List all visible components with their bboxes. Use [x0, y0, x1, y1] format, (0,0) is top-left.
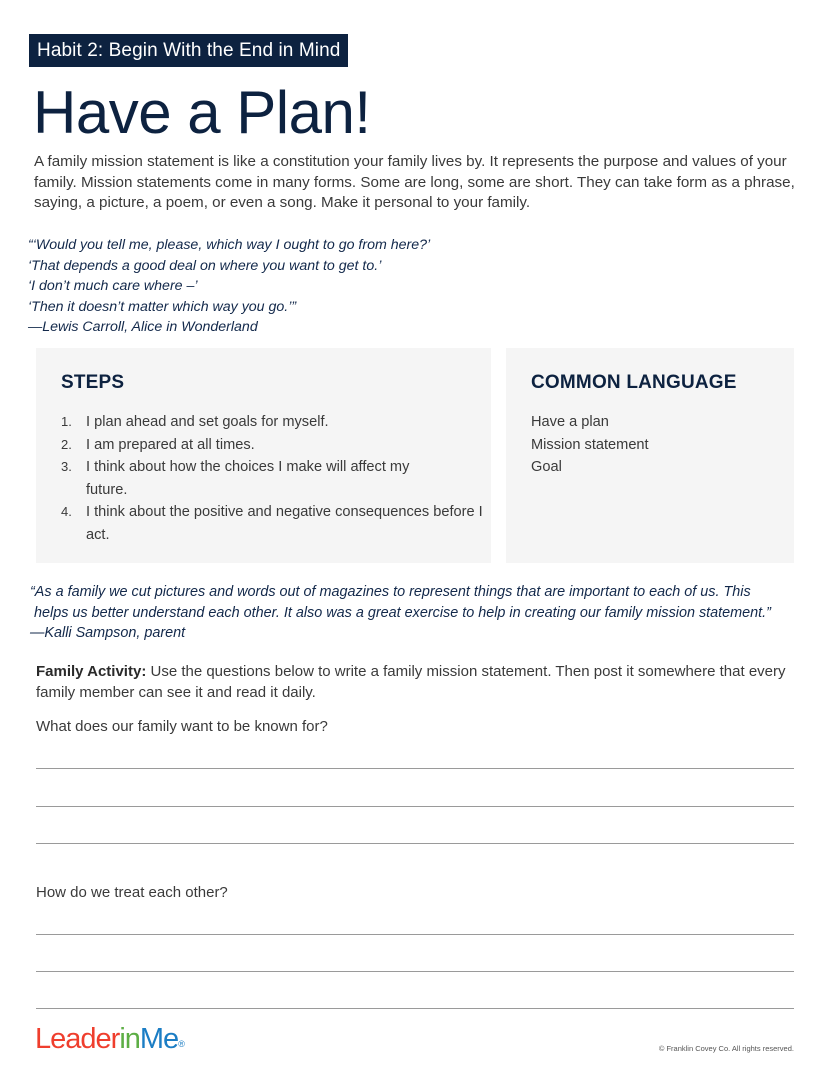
activity-text: Use the questions below to write a family mission statement. Then post it somewhere that every family member can see it and read it daily.	[36, 663, 786, 701]
answer-line[interactable]	[36, 934, 794, 935]
question-known-for: What does our family want to be known for?	[36, 718, 328, 735]
step-item	[61, 501, 486, 546]
activity-label: Family Activity:	[36, 663, 147, 680]
question-treat-each-other: How do we treat each other?	[36, 884, 228, 901]
answer-line[interactable]	[36, 971, 794, 972]
step-item	[61, 411, 486, 434]
page-title: Have a Plan!	[33, 79, 371, 146]
family-activity	[36, 662, 801, 703]
answer-line[interactable]	[36, 768, 794, 769]
step-item	[61, 434, 486, 457]
steps-heading: STEPS	[61, 372, 125, 393]
habit-banner: Habit 2: Begin With the End in Mind	[29, 34, 348, 67]
step-text: I plan ahead and set goals for myself.	[86, 414, 329, 430]
leader-in-me-logo	[35, 1022, 185, 1061]
common-language-panel	[506, 348, 794, 563]
quote-line: ‘Then it doesn’t matter which way you go.’”	[28, 298, 297, 315]
quote-attribution: —Lewis Carroll, Alice in Wonderland	[28, 319, 258, 335]
answer-line[interactable]	[36, 806, 794, 807]
logo-leader: Leader	[35, 1023, 120, 1055]
quote-line: ‘That depends a good deal on where you want to get to.’	[28, 257, 382, 274]
step-number: 3.	[61, 459, 72, 474]
parent-testimonial	[30, 582, 800, 644]
intro-paragraph: A family mission statement is like a constitution your family lives by. It represents the purpose and values of your family. Mission statements come in many forms. Some are long, some are short. They can take form as a phrase, saying, a picture, a poem, or even a song. Make it personal to your family.	[34, 153, 795, 211]
logo-in: in	[119, 1023, 140, 1055]
term-item: Mission statement	[531, 436, 649, 453]
common-language-heading: COMMON LANGUAGE	[531, 372, 737, 393]
copyright-notice: © Franklin Covey Co. All rights reserved.	[658, 1044, 794, 1053]
step-item	[61, 456, 486, 501]
step-number: 4.	[61, 504, 72, 519]
registered-mark-icon: ®	[178, 1039, 185, 1049]
term-item: Have a plan	[531, 414, 609, 430]
testimonial-line: “As a family we cut pictures and words out of magazines to represent things that are important to each of us. This	[30, 584, 751, 600]
logo-me: Me	[139, 1023, 179, 1055]
alice-quote	[28, 235, 548, 338]
testimonial-line: helps us better understand each other. It also was a great exercise to help in creating our family mission statement.”	[30, 604, 771, 621]
step-text: I think about the positive and negative consequences before I act.	[86, 504, 483, 543]
quote-line: ‘I don’t much care where –’	[28, 278, 198, 294]
steps-list	[61, 411, 486, 546]
term-item: Goal	[531, 459, 562, 475]
testimonial-attribution: —Kalli Sampson, parent	[30, 625, 186, 641]
steps-panel	[36, 348, 491, 563]
answer-line[interactable]	[36, 1008, 794, 1009]
step-text: I think about how the choices I make will affect my future.	[86, 459, 410, 498]
common-language-list	[531, 411, 649, 479]
answer-line[interactable]	[36, 843, 794, 844]
step-text: I am prepared at all times.	[86, 436, 255, 453]
quote-line: “‘Would you tell me, please, which way I ought to go from here?’	[28, 237, 431, 253]
step-number: 2.	[61, 436, 72, 452]
step-number: 1.	[61, 414, 72, 429]
